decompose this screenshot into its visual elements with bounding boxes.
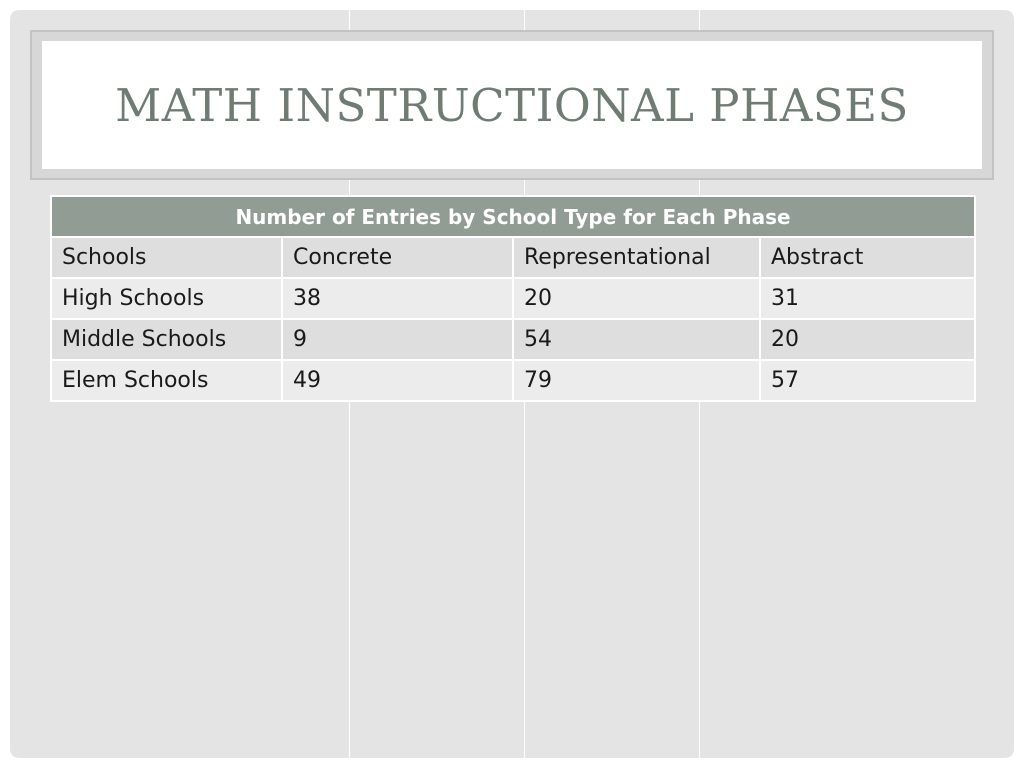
table-cell-concrete: 49 bbox=[282, 360, 513, 401]
table-cell-concrete: 38 bbox=[282, 278, 513, 319]
table-row bbox=[51, 319, 975, 360]
table-cell-abstract: 20 bbox=[760, 319, 975, 360]
table-cell-school: High Schools bbox=[51, 278, 282, 319]
column-header-schools: Schools bbox=[51, 237, 282, 278]
title-frame bbox=[30, 30, 994, 180]
table-cell-representational: 20 bbox=[513, 278, 760, 319]
table-cell-abstract: 31 bbox=[760, 278, 975, 319]
table-header-row bbox=[51, 237, 975, 278]
entries-table bbox=[50, 195, 976, 402]
table-row bbox=[51, 278, 975, 319]
table-cell-representational: 54 bbox=[513, 319, 760, 360]
table-cell-school: Middle Schools bbox=[51, 319, 282, 360]
table-caption: Number of Entries by School Type for Each Phase bbox=[51, 196, 975, 237]
column-header-concrete: Concrete bbox=[282, 237, 513, 278]
slide bbox=[10, 10, 1014, 758]
table-caption-row bbox=[51, 196, 975, 237]
table-cell-abstract: 57 bbox=[760, 360, 975, 401]
table-cell-concrete: 9 bbox=[282, 319, 513, 360]
slide-title: MATH INSTRUCTIONAL PHASES bbox=[115, 78, 909, 132]
table-cell-school: Elem Schools bbox=[51, 360, 282, 401]
column-header-abstract: Abstract bbox=[760, 237, 975, 278]
column-header-representational: Representational bbox=[513, 237, 760, 278]
table-row bbox=[51, 360, 975, 401]
title-box bbox=[42, 41, 982, 169]
table-cell-representational: 79 bbox=[513, 360, 760, 401]
